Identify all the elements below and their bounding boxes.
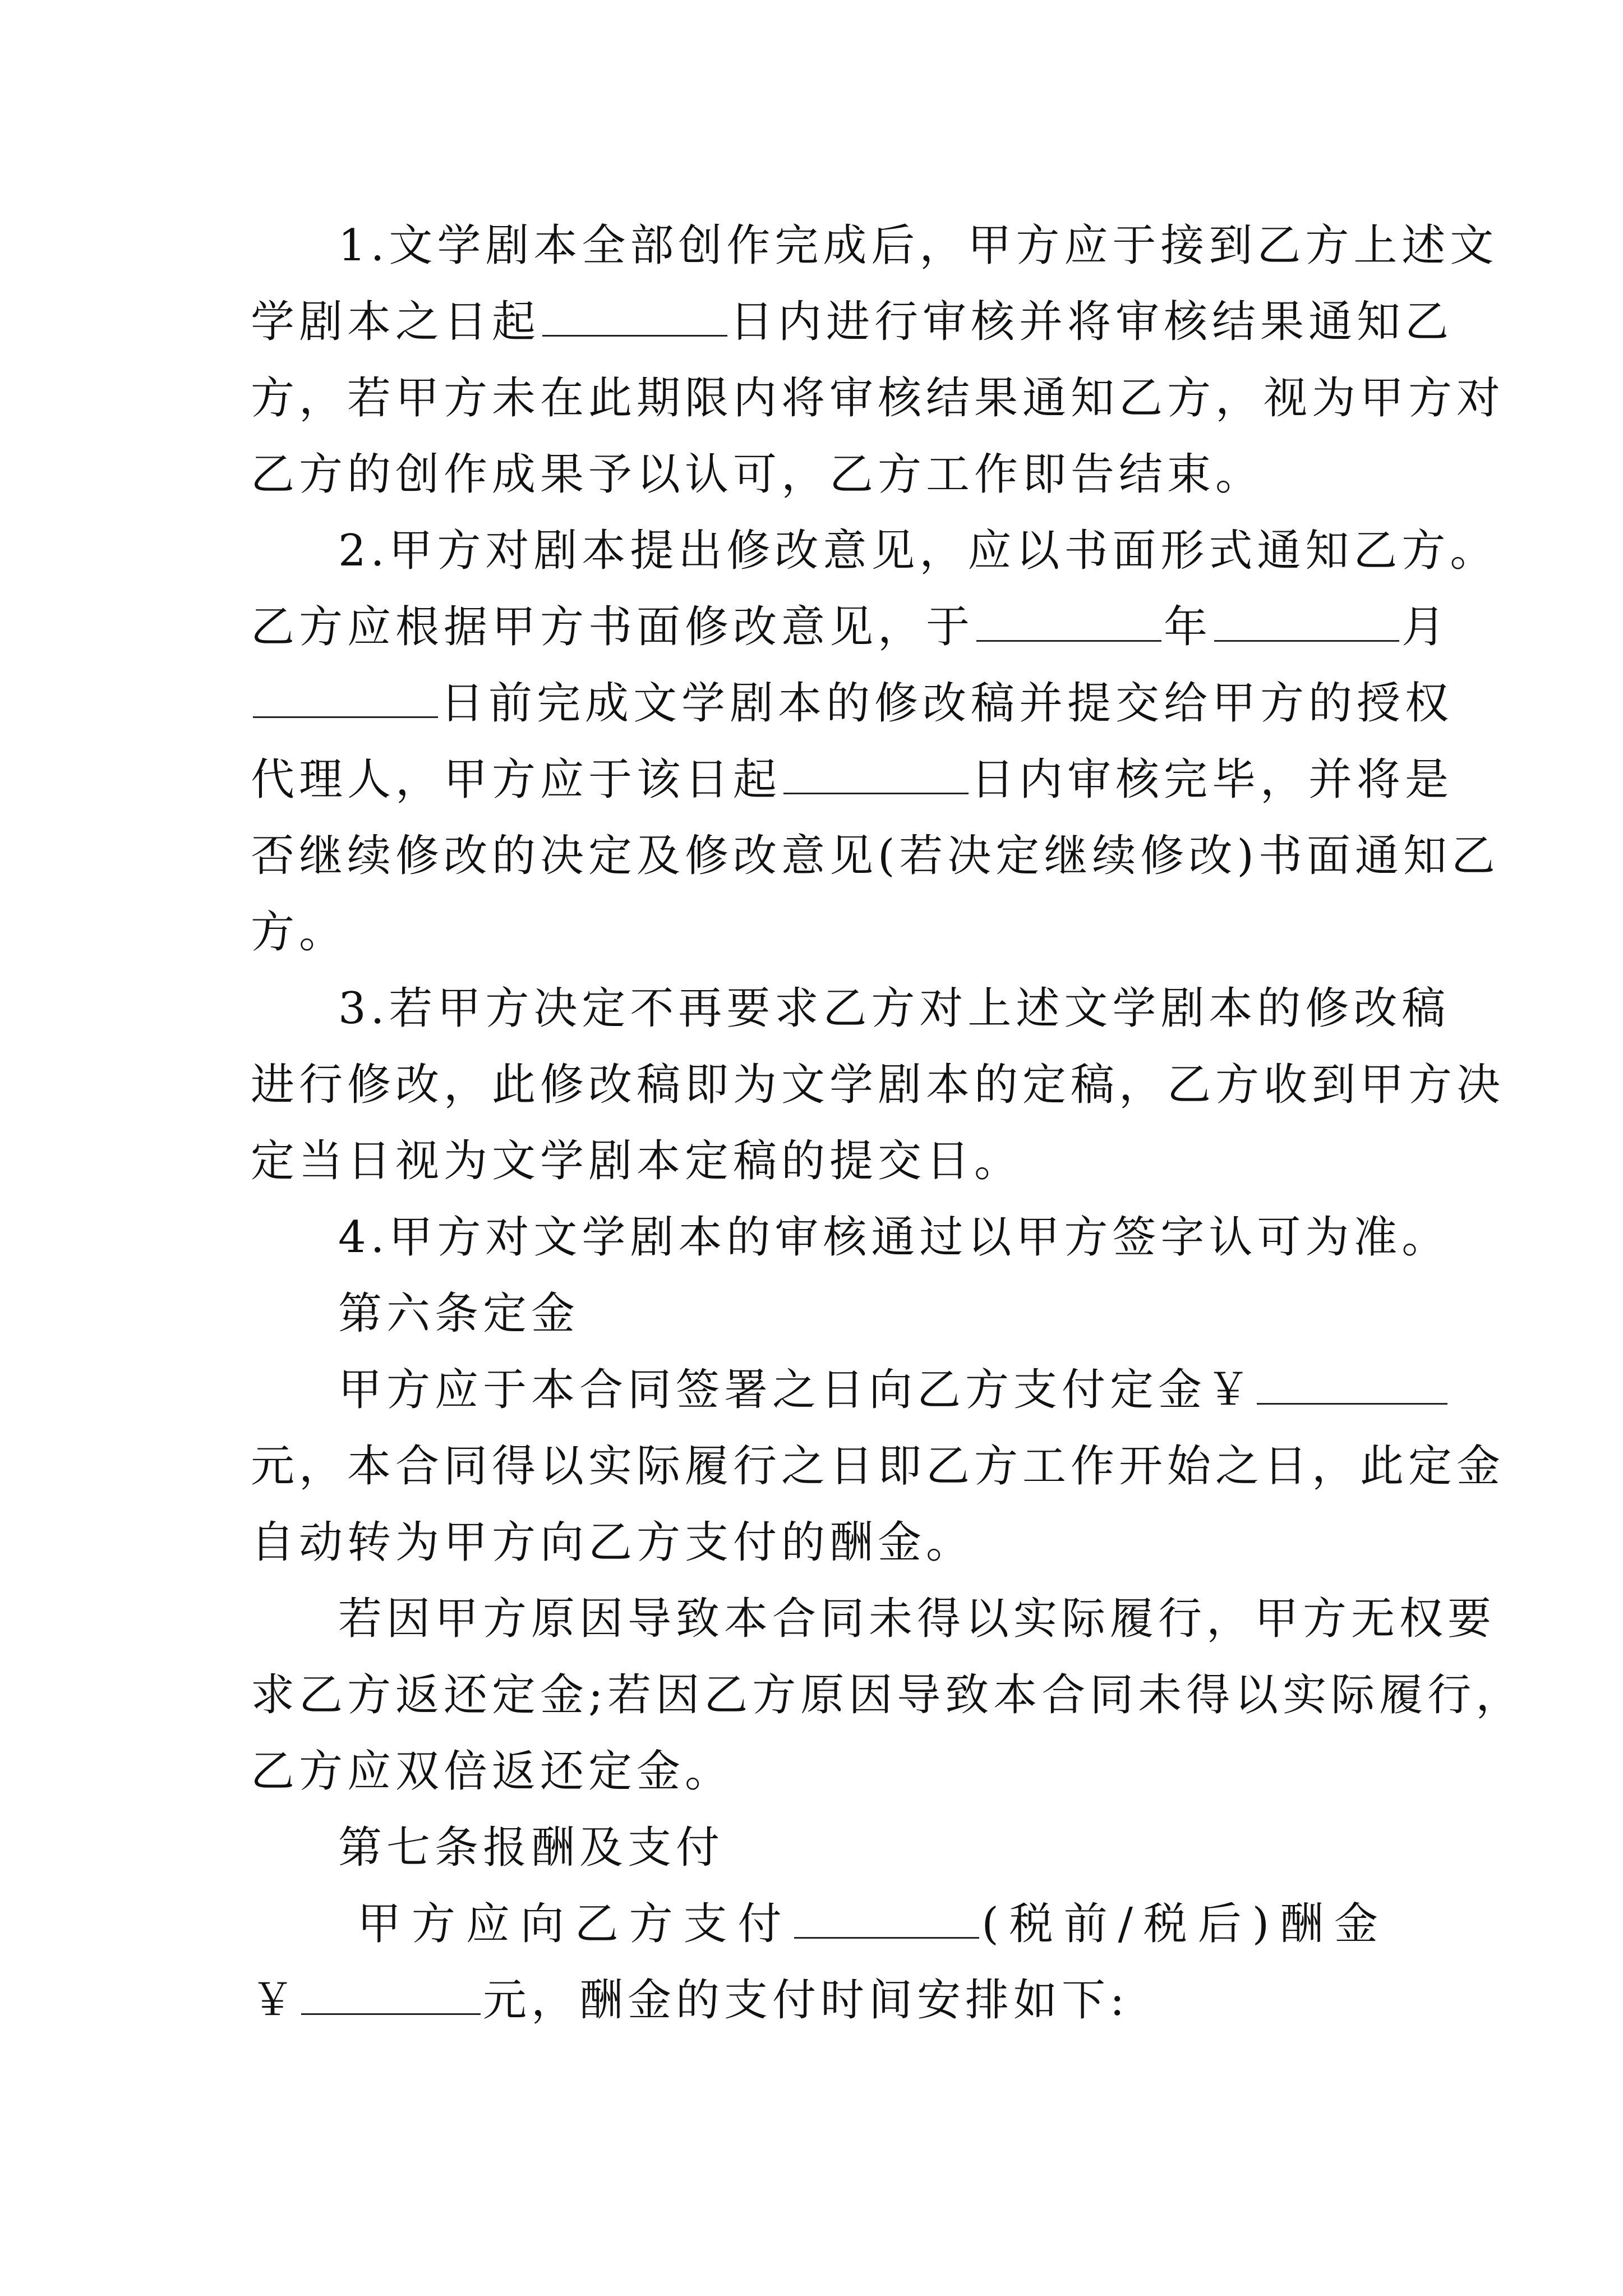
clause-1-line-3: 方，若甲方未在此期限内将审核结果通知乙方，视为甲方对 — [251, 373, 1505, 424]
clause-3-line-2: 进行修改，此修改稿即为文学剧本的定稿，乙方收到甲方决 — [251, 1060, 1505, 1110]
blank-days-review[interactable] — [542, 298, 727, 337]
clause-2-line-3: 日前完成文学剧本的修改稿并提交给甲方的授权 — [251, 665, 1382, 742]
clause-2-line-6: 方。 — [251, 907, 348, 958]
article-6-p2-line-1: 若因甲方原因导致本合同未得以实际履行，甲方无权要 — [338, 1594, 1496, 1644]
blank-deposit-amount[interactable] — [1257, 1366, 1447, 1405]
article-6-p1-line-1: 甲方应于本合同签署之日向乙方支付定金￥ — [251, 1352, 1382, 1428]
article-6-p1-line-2: 元，本合同得以实际履行之日即乙方工作开始之日，此定金 — [251, 1441, 1505, 1492]
article-6-p2-line-3: 乙方应双倍返还定金。 — [251, 1746, 734, 1797]
blank-fee-amount[interactable] — [301, 1976, 481, 2015]
clause-2-line-4: 代理人，甲方应于该日起 日内审核完毕，并将是 — [251, 754, 1454, 805]
article-7-title: 第七条报酬及支付 — [338, 1823, 725, 1873]
clause-4-line-1: 4.甲方对文学剧本的审核通过以甲方签字认可为准。 — [338, 1212, 1450, 1263]
clause-1-line-2: 学剧本之日起 日内进行审核并将审核结果通知乙 — [251, 297, 1454, 347]
blank-month[interactable] — [1214, 603, 1399, 642]
clause-2-line-5: 否继续修改的决定及修改意见(若决定继续修改)书面通知乙 — [251, 831, 1500, 881]
article-6-title: 第六条定金 — [338, 1289, 580, 1339]
clause-2-line-1: 2.甲方对剧本提出修改意见，应以书面形式通知乙方。 — [338, 526, 1498, 576]
article-7-p1-line-1: 甲方应向乙方支付 (税前/税后)酬金 — [357, 1899, 1382, 1949]
clause-3-line-1: 3.若甲方决定不再要求乙方对上述文学剧本的修改稿 — [338, 983, 1450, 1034]
clause-1-line-4: 乙方的创作成果予以认可，乙方工作即告结束。 — [251, 449, 1264, 500]
document-body — [251, 208, 1524, 2039]
blank-day[interactable] — [253, 679, 438, 718]
blank-days-revision-review[interactable] — [783, 756, 969, 794]
clause-2-line-2: 乙方应根据甲方书面修改意见，于 年 月 — [251, 602, 1450, 652]
blank-year[interactable] — [976, 603, 1161, 642]
clause-3-line-3: 定当日视为文学剧本定稿的提交日。 — [251, 1136, 1023, 1186]
blank-payment-type[interactable] — [794, 1900, 979, 1939]
article-6-p1-line-3: 自动转为甲方向乙方支付的酬金。 — [251, 1517, 975, 1568]
clause-1-line-1: 1.文学剧本全部创作完成后，甲方应于接到乙方上述文 — [338, 220, 1498, 271]
article-7-p1-line-2: ￥ 元，酬金的支付时间安排如下: — [251, 1975, 1129, 2026]
article-6-p2-line-2: 求乙方返还定金;若因乙方原因导致本合同未得以实际履行， — [251, 1670, 1524, 1720]
